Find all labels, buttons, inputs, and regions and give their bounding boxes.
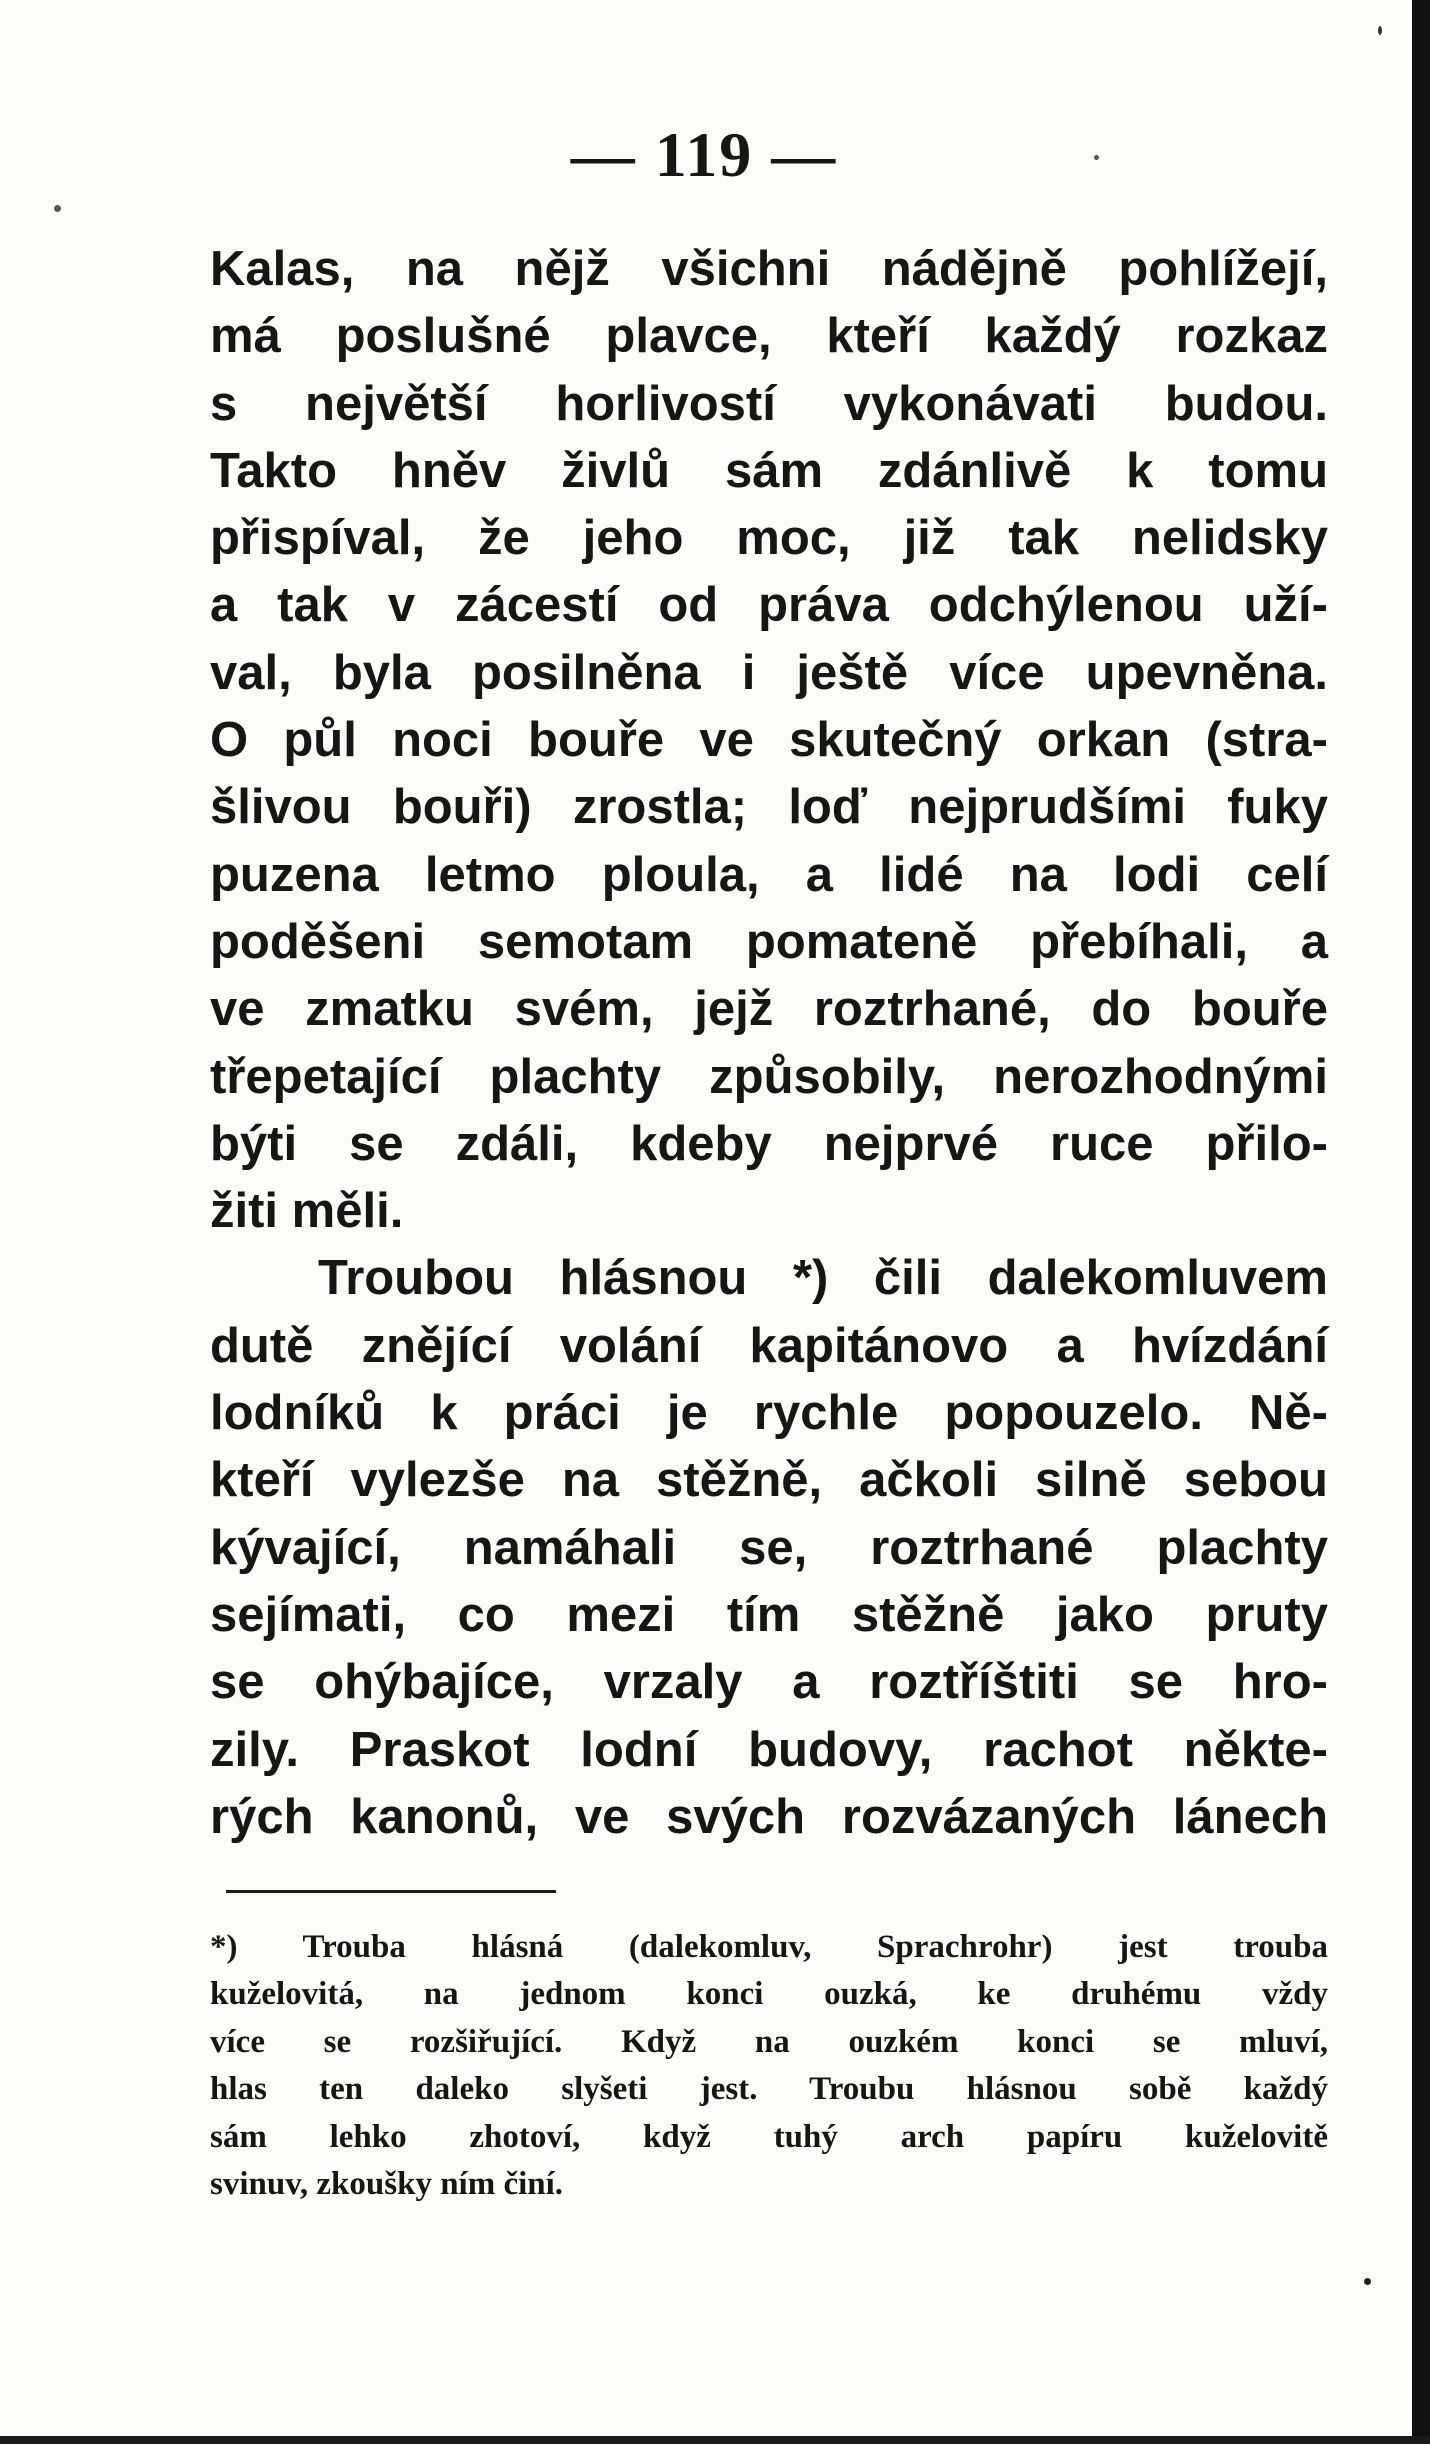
body-line: se ohýbajíce, vrzaly a roztříštiti se hro- — [210, 1655, 1328, 1710]
paper-speck — [54, 205, 61, 212]
body-line: šlivou bouři) zrostla; loď nejprudšími fuky — [210, 780, 1328, 835]
page-number: — 119 — — [570, 119, 838, 190]
body-line: a tak v zácestí od práva odchýlenou uží- — [210, 578, 1328, 633]
footnote-line: sám lehko zhotoví, když tuhý arch papíru kuželovitě — [210, 2118, 1328, 2155]
body-line: rých kanonů, ve svých rozvázaných lánech — [210, 1789, 1328, 1844]
footnote-line: *) Trouba hlásná (dalekomluv, Sprachrohr) jest trouba — [210, 1929, 1328, 1965]
footnote — [210, 1924, 1328, 2208]
body-text — [210, 236, 1328, 1851]
body-line: kteří vylezše na stěžně, ačkoli silně sebou — [210, 1453, 1328, 1508]
body-line: puzena letmo ploula, a lidé na lodi celí — [210, 847, 1328, 902]
body-line: O půl noci bouře ve skutečný orkan (stra- — [210, 713, 1328, 768]
footnote-separator — [226, 1890, 556, 1893]
footnote-line: hlas ten daleko slyšeti jest. Troubu hlásnou sobě každý — [210, 2071, 1328, 2108]
body-line: kývající, namáhali se, roztrhané plachty — [210, 1520, 1328, 1575]
body-line: Kalas, na nějž všichni nádějně pohlížejí, — [210, 242, 1328, 296]
body-line: dutě znějící volání kapitánovo a hvízdání — [210, 1318, 1328, 1373]
footnote-line: kuželovitá, na jednom konci ouzká, ke druhému vždy — [210, 1976, 1328, 2013]
paper-speck — [1094, 155, 1099, 160]
paper-speck — [1364, 2278, 1371, 2285]
body-line: třepetající plachty způsobily, nerozhodnými — [210, 1049, 1328, 1104]
body-line: s největší horlivostí vykonávati budou. — [210, 376, 1328, 431]
body-line: val, byla posilněna i ještě více upevněna. — [210, 645, 1328, 700]
body-line: Takto hněv živlů sám zdánlivě k tomu — [210, 443, 1328, 498]
body-line: Troubou hlásnou *) čili dalekomluvem — [318, 1251, 1328, 1306]
body-line: ve zmatku svém, jejž roztrhané, do bouře — [210, 982, 1328, 1037]
body-line: býti se zdáli, kdeby nejprvé ruce přilo- — [210, 1116, 1328, 1171]
footnote-line: více se rozšiřující. Když na ouzkém konci se mluví, — [210, 2023, 1328, 2060]
body-line: zily. Praskot lodní budovy, rachot někte- — [210, 1722, 1328, 1777]
body-line: poděšeni semotam pomateně přebíhali, a — [210, 914, 1328, 969]
body-line: přispíval, že jeho moc, již tak nelidsky — [210, 511, 1328, 566]
body-line: lodníků k práci je rychle popouzelo. Ně- — [210, 1386, 1328, 1441]
footnote-line: svinuv, zkoušky ním činí. — [210, 2165, 564, 2202]
scan-border-bottom — [0, 2436, 1430, 2444]
body-line: má poslušné plavce, kteří každý rozkaz — [210, 309, 1328, 364]
paper-speck — [1378, 26, 1382, 35]
scan-border-right — [1412, 0, 1430, 2444]
body-line: žiti měli. — [210, 1184, 404, 1239]
body-line: sejímati, co mezi tím stěžně jako pruty — [210, 1587, 1328, 1642]
